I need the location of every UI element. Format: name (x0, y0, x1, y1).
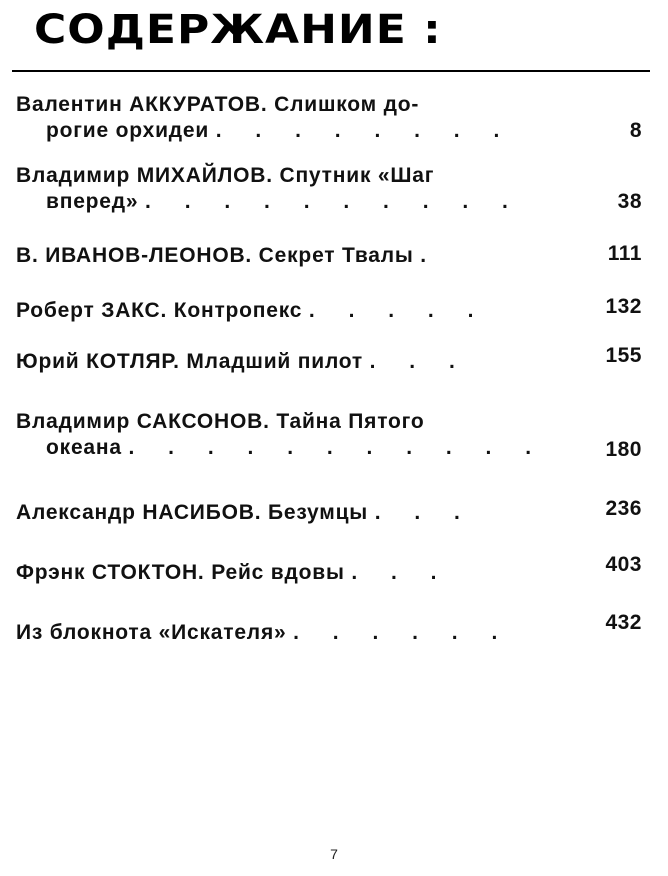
entry-line-1: Валентин АККУРАТОВ. Слишком до- (16, 93, 420, 116)
entry-line-2: рогие орхидеи . . . . . . . . (46, 119, 514, 142)
entry-line-1: В. ИВАНОВ-ЛЕОНОВ. Секрет Твалы . (16, 244, 441, 267)
entry-line-1: Фрэнк СТОКТОН. Рейс вдовы . . . (16, 561, 451, 584)
toc-entry[interactable] (16, 553, 652, 586)
entry-line-1: Из блокнота «Искателя» . . . . . . (16, 621, 512, 644)
contents-heading: СОДЕРЖАНИЕ : (34, 6, 442, 53)
leader-dots: . . . . . . . . . . (145, 190, 522, 213)
leader-dots: . . . (351, 561, 451, 584)
toc-entry[interactable] (16, 92, 652, 144)
leader-dots: . . . . . . . . . . . (128, 436, 546, 459)
toc-entry[interactable] (16, 409, 652, 461)
entry-line-2: вперед» . . . . . . . . . . (46, 190, 522, 213)
leader-dots: . . . . . (308, 299, 488, 322)
entry-page-number: 155 (605, 344, 642, 367)
entry-line-2: океана . . . . . . . . . . . (46, 436, 546, 459)
toc-entry[interactable] (16, 497, 652, 526)
leader-dots: . . . . . . (293, 621, 512, 644)
entry-line-1: Юрий КОТЛЯР. Младший пилот . . . (16, 350, 469, 373)
heading-divider (12, 70, 650, 72)
toc-entry[interactable] (16, 344, 652, 375)
entry-line-1: Александр НАСИБОВ. Безумцы . . . (16, 501, 474, 524)
page-number-footer: 7 (330, 846, 338, 862)
toc-entry[interactable] (16, 163, 652, 215)
entry-page-number: 403 (605, 553, 642, 576)
entry-page-number: 38 (617, 190, 642, 213)
leader-dots: . . . (374, 501, 474, 524)
entry-line-1: Владимир САКСОНОВ. Тайна Пятого (16, 410, 425, 433)
entry-page-number: 8 (629, 119, 642, 142)
entry-page-number: 111 (607, 242, 642, 265)
toc-entry[interactable] (16, 295, 652, 324)
entry-line-1: Владимир МИХАЙЛОВ. Спутник «Шаг (16, 164, 435, 187)
leader-dots: . (420, 244, 441, 267)
entry-page-number: 180 (605, 438, 642, 461)
entry-page-number: 132 (605, 295, 642, 318)
leader-dots: . . . . . . . . (215, 119, 514, 142)
entry-line-1: Роберт ЗАКС. Контропекс . . . . . (16, 299, 488, 322)
toc-entry[interactable] (16, 611, 652, 646)
toc-entry[interactable] (16, 243, 652, 269)
entry-page-number: 236 (605, 497, 642, 520)
leader-dots: . . . (369, 350, 469, 373)
entry-page-number: 432 (605, 611, 642, 634)
